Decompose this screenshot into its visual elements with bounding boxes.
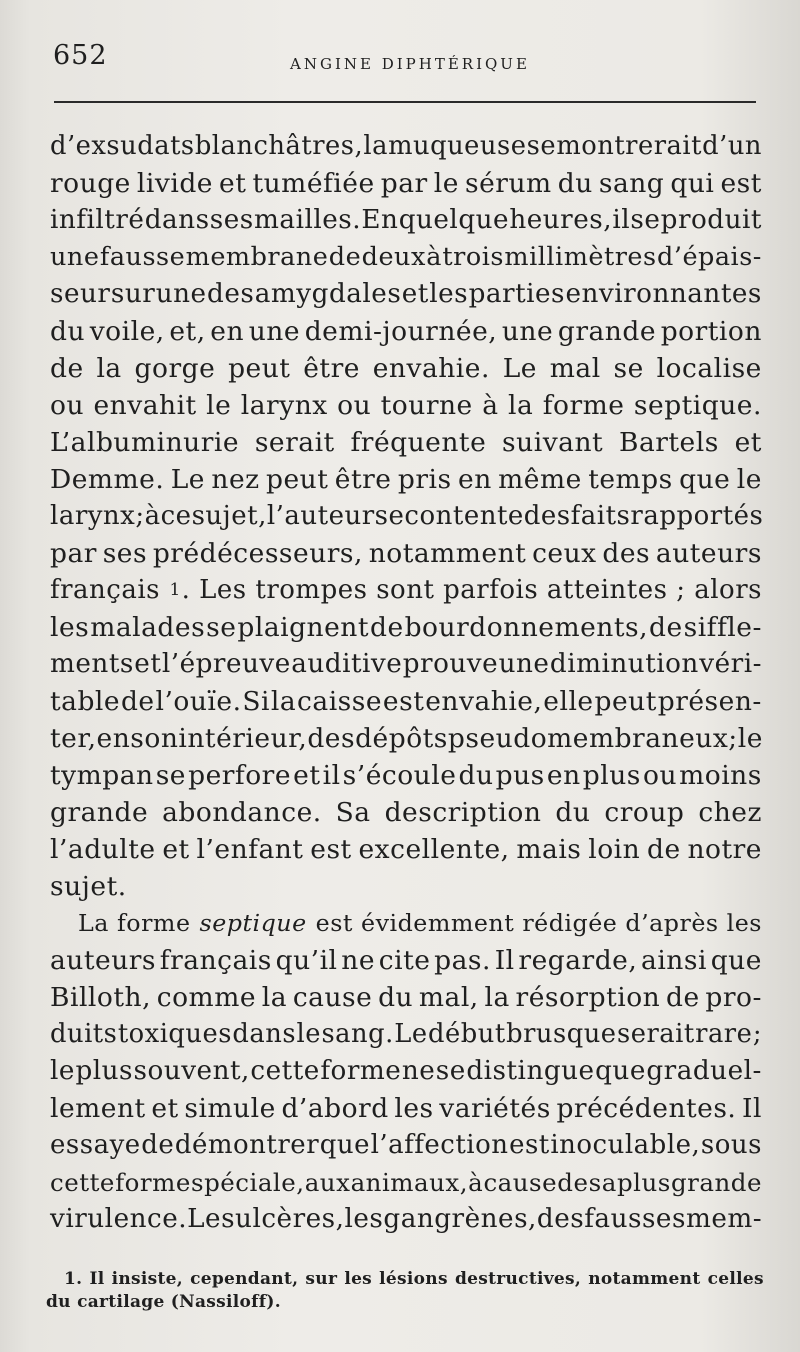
text-line: cette forme spéciale, aux animaux, à cause de sa plus grande (50, 1168, 762, 1197)
text-line: grande abondance. Sa description du croup chez (50, 797, 762, 828)
paragraph-first-line (50, 905, 762, 942)
text-line: larynx ; à ce sujet, l’auteur se contente des faits rapportés (50, 501, 764, 531)
footnote (46, 1268, 764, 1314)
text-line: lement et simule d’abord les variétés précédentes. Il (50, 1093, 762, 1124)
text-segment: français (50, 575, 169, 605)
footnote-reference: 1 (169, 580, 181, 600)
text-line: auteurs français qu’il ne cite pas. Il regarde, ainsi que (50, 945, 762, 976)
text-line: essaye de démontrer que l’affection est inoculable, sous (50, 1130, 762, 1160)
text-line: ou envahit le larynx ou tourne à la forme septique. (50, 390, 762, 421)
text-line: infiltré dans ses mailles. En quelque heures, il se produit (50, 205, 762, 235)
text-line: du voile, et, en une demi-journée, une grande portion (50, 316, 762, 347)
running-head: ANGINE DIPHTÉRIQUE (290, 55, 530, 73)
footnote-line: du cartilage (Nassiloff). (46, 1292, 281, 1312)
text-line: virulence. Les ulcères, les gangrènes, des fausses mem- (50, 1204, 763, 1234)
text-line: une fausse membrane de deux à trois millimètres d’épais- (50, 242, 762, 272)
text-line: l’adulte et l’enfant est excellente, mais loin de notre (50, 834, 762, 865)
text-line: Demme. Le nez peut être pris en même temps que le (50, 464, 762, 495)
text-line: rouge livide et tuméfiée par le sérum du sang qui est (50, 168, 762, 199)
text-segment: . Les trompes sont parfois atteintes ; alors (181, 575, 762, 605)
text-segment: est évidemment rédigée d’après les (307, 909, 762, 937)
text-line: duits toxiques dans le sang. Le début brusque serait rare ; (50, 1019, 762, 1049)
text-line: seur sur une des amygdales et les parties environnantes (50, 279, 762, 309)
text-line: Billoth, comme la cause du mal, la résorption de pro- (50, 982, 762, 1013)
text-line: les malades se plaignent de bourdonnements, de siffle- (50, 612, 762, 643)
text-segment: La forme (78, 909, 199, 937)
text-line: d’exsudats blanchâtres, la muqueuse se montrerait d’un (50, 131, 762, 161)
text-line: tympan se perfore et il s’écoule du pus en plus ou moins (50, 760, 762, 791)
italic-term: septique (199, 909, 307, 937)
body-text (50, 128, 762, 1238)
header-rule (54, 101, 756, 103)
footnote-line: 1. Il insiste, cependant, sur les lésions destructives, notamment celles (64, 1269, 764, 1289)
text-line: par ses prédécesseurs, notamment ceux des auteurs (50, 538, 762, 569)
text-line: de la gorge peut être envahie. Le mal se localise (50, 353, 762, 384)
text-line: ter, en son intérieur, des dépôts pseudomembraneux; le (50, 723, 763, 754)
page-number: 652 (53, 40, 108, 71)
text-line: le plus souvent, cette forme ne se distingue que graduel- (50, 1056, 762, 1086)
text-line: sujet. (50, 871, 127, 902)
text-line: L’albuminurie serait fréquente suivant Bartels et (50, 427, 762, 458)
text-line: ments et l’épreuve auditive prouve une diminution véri- (50, 649, 762, 679)
text-line-with-footnote-ref (50, 572, 762, 609)
text-line: table de l’ouïe. Si la caisse est envahie, elle peut présen- (50, 686, 762, 717)
